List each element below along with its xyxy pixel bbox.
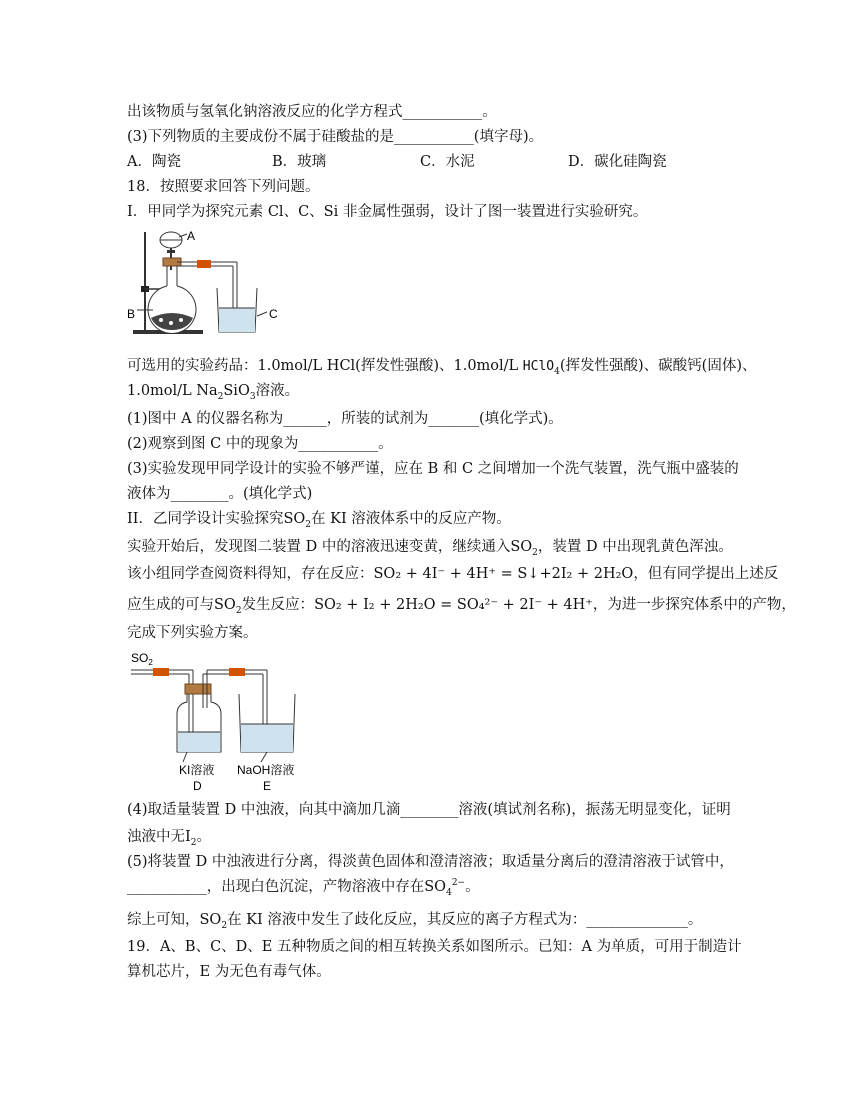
label-c: C bbox=[269, 307, 278, 321]
q17-option-a: A．陶瓷 bbox=[127, 154, 181, 170]
q18-sub1: (1)图中 A 的仪器名称为______，所装的试剂为_______(填化学式)。 bbox=[127, 411, 563, 427]
apparatus-figure-1 bbox=[127, 228, 287, 346]
label-ki: KI溶液 bbox=[179, 763, 215, 777]
observation-line: 实验开始后，发现图二装置 D 中的溶液迅速变黄，继续通入$SO_2$，装置 D 中出现乳黄色浑浊。 bbox=[127, 539, 733, 558]
label-e: E bbox=[263, 779, 272, 793]
q17-sub3: (3)下列物质的主要成份不属于硅酸盐的是___________(填字母)。 bbox=[127, 129, 544, 145]
label-d: D bbox=[193, 779, 202, 793]
info-line-1: 该小组同学查阅资料得知，存在反应：SO₂ + 4I⁻ + 4H⁺ = S↓+2I₂ + 2H₂O，但有同学提出上述反 bbox=[127, 566, 779, 582]
q18-part1-intro: I．甲同学为探究元素 Cl、C、Si 非金属性强弱，设计了图一装置进行实验研究。 bbox=[127, 204, 648, 220]
q18-sub5-b: ___________，出现白色沉淀，产物溶液中存在$SO_4^{2-}$。 bbox=[127, 878, 480, 898]
label-b: B bbox=[127, 307, 136, 321]
q17-line: 出该物质与氢氧化钠溶液反应的化学方程式___________。 bbox=[127, 104, 497, 120]
label-naoh: NaOH溶液 bbox=[237, 763, 295, 777]
q17-option-c: C．水泥 bbox=[420, 154, 475, 170]
apparatus-figure-2 bbox=[127, 648, 312, 798]
q18-sub5-a: (5)将装置 D 中浊液进行分离，得淡黄色固体和澄清溶液；取适量分离后的澄清溶液于试管中， bbox=[127, 854, 734, 870]
q19-line-1: 19．A、B、C、D、E 五种物质之间的相互转换关系如图所示。已知：A 为单质，可用于制造计 bbox=[127, 939, 742, 955]
q17-option-d: D．碳化硅陶瓷 bbox=[568, 154, 667, 170]
q18-sub2: (2)观察到图 C 中的现象为___________。 bbox=[127, 436, 393, 452]
info-line-2: 应生成的可与$SO_2$发生反应：SO₂ + I₂ + 2H₂O = SO₄²⁻ + 2I⁻ + 4H⁺，为进一步探究体系中的产物， bbox=[127, 597, 796, 616]
q18-conclusion: 综上可知，$SO_2$在 KI 溶液中发生了歧化反应，其反应的离子方程式为：______________。 bbox=[127, 912, 703, 931]
q18-part2-intro: II．乙同学设计实验探究$SO_2$在 KI 溶液体系中的反应产物。 bbox=[127, 511, 511, 530]
equation-1: SO₂ + 4I⁻ + 4H⁺ = S↓+2I₂ + 2H₂O bbox=[373, 566, 634, 582]
reagents-line-2: 1.0mol/L $Na_2SiO_3$溶液。 bbox=[127, 383, 300, 402]
q18-title: 18．按照要求回答下列问题。 bbox=[127, 179, 320, 195]
q17-option-b: B．玻璃 bbox=[272, 154, 327, 170]
equation-2: SO₂ + I₂ + 2H₂O = SO₄²⁻ + 2I⁻ + 4H⁺ bbox=[314, 597, 593, 613]
info-line-3: 完成下列实验方案。 bbox=[127, 625, 258, 641]
q19-line-2: 算机芯片，E 为无色有毒气体。 bbox=[127, 964, 331, 980]
label-so2: $SO_2$ bbox=[131, 651, 153, 667]
q18-sub3-a: (3)实验发现甲同学设计的实验不够严谨，应在 B 和 C 之间增加一个洗气装置，洗气瓶中盛装的 bbox=[127, 461, 739, 477]
q18-sub3-b: 液体为________。(填化学式) bbox=[127, 486, 313, 502]
q18-sub4-a: (4)取适量装置 D 中浊液，向其中滴加几滴________溶液(填试剂名称)，振荡无明显变化，证明 bbox=[127, 802, 731, 818]
q18-sub4-b: 浊液中无$I_2$。 bbox=[127, 829, 211, 848]
reagents-line-1: 可选用的实验药品：1.0mol/L HCl(挥发性强酸)、1.0mol/L HClO$_4$(挥发性强酸)、碳酸钙(固体)、 bbox=[127, 358, 757, 377]
label-a: A bbox=[187, 229, 196, 243]
